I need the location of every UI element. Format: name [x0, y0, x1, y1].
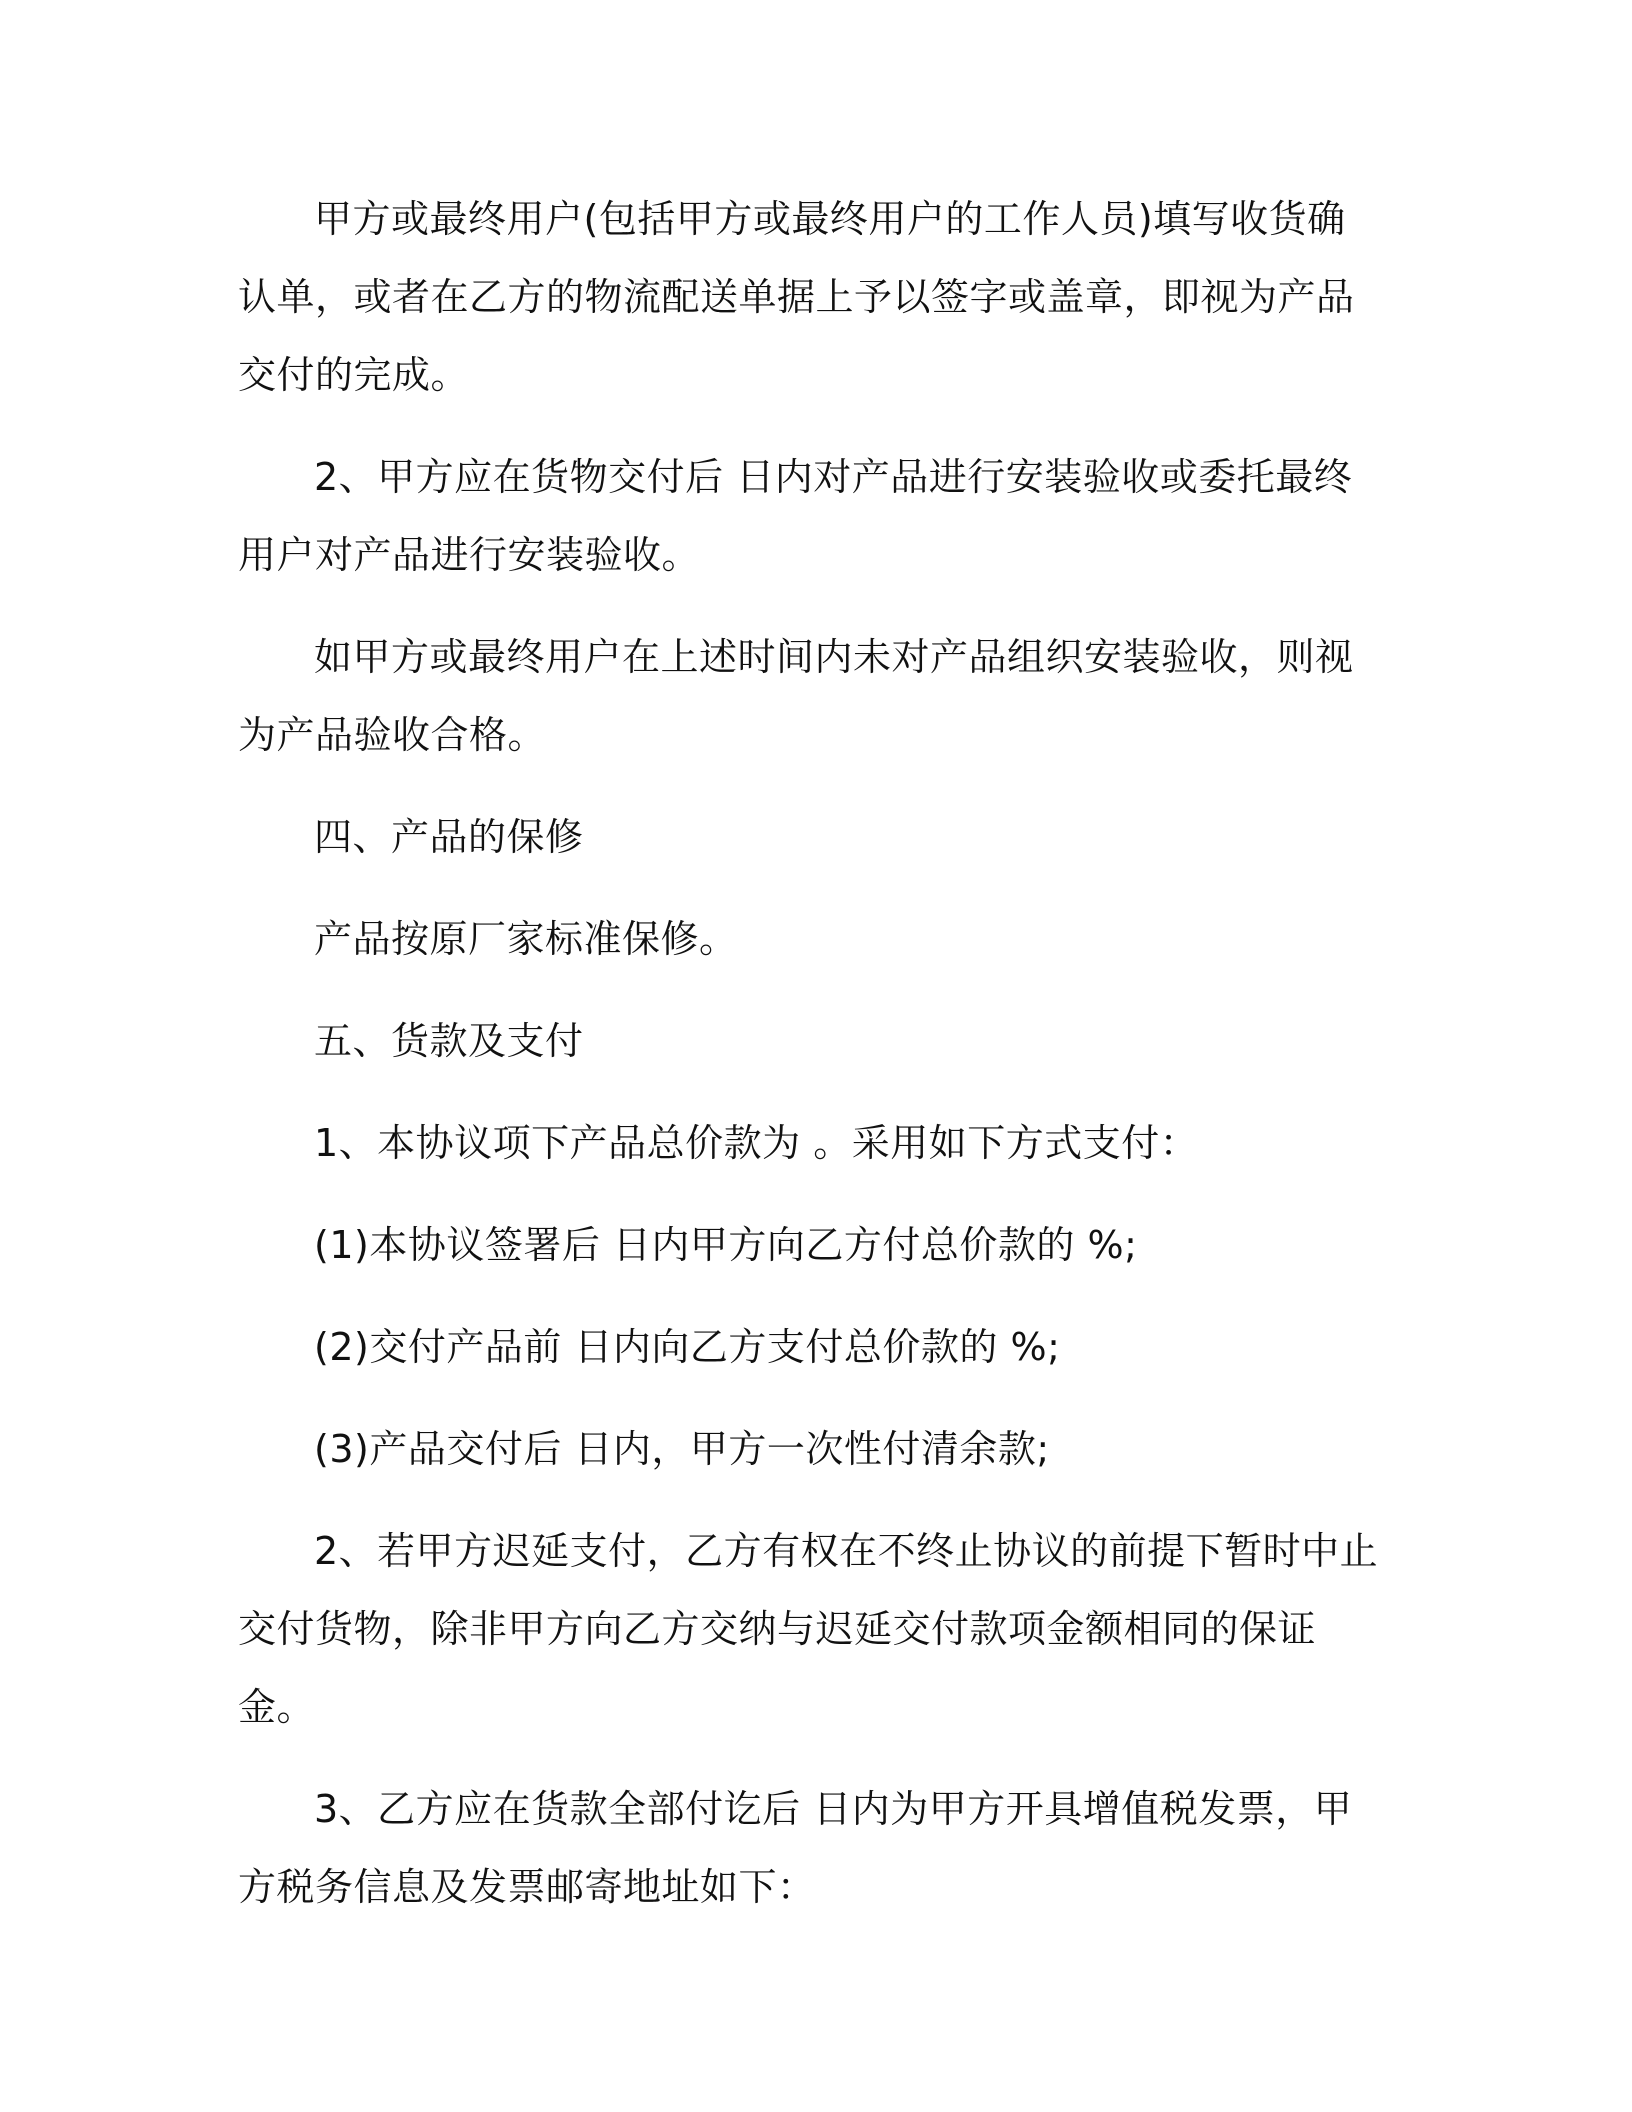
payment-term-3: (3)产品交付后 日内，甲方一次性付清余款;: [314, 1427, 1050, 1471]
document-body: [238, 180, 1380, 1926]
paragraph-total-price: 1、本协议项下产品总价款为 。采用如下方式支付：: [314, 1121, 1199, 1165]
paragraph-delivery-confirmation: 甲方或最终用户(包括甲方或最终用户的工作人员)填写收货确认单，或者在乙方的物流配送单据上予以签字或盖章，即视为产品交付的完成。: [238, 197, 1355, 397]
paragraph-acceptance-deemed: 如甲方或最终用户在上述时间内未对产品组织安装验收，则视为产品验收合格。: [238, 635, 1354, 757]
paragraph-warranty-standard: 产品按原厂家标准保修。: [314, 917, 738, 961]
paragraph-invoice: 3、乙方应在货款全部付讫后 日内为甲方开具增值税发票，甲方税务信息及发票邮寄地址如下：: [238, 1787, 1353, 1909]
payment-term-2: (2)交付产品前 日内向乙方支付总价款的 %;: [314, 1325, 1061, 1369]
section-heading-payment: 五、货款及支付: [314, 1019, 584, 1063]
payment-term-1: (1)本协议签署后 日内甲方向乙方付总价款的 %;: [314, 1223, 1138, 1267]
paragraph-late-payment: 2、若甲方迟延支付，乙方有权在不终止协议的前提下暂时中止交付货物，除非甲方向乙方交纳与迟延交付款项金额相同的保证金。: [238, 1529, 1379, 1729]
section-heading-warranty: 四、产品的保修: [314, 815, 584, 859]
paragraph-installation-acceptance: 2、甲方应在货物交付后 日内对产品进行安装验收或委托最终用户对产品进行安装验收。: [238, 455, 1353, 577]
